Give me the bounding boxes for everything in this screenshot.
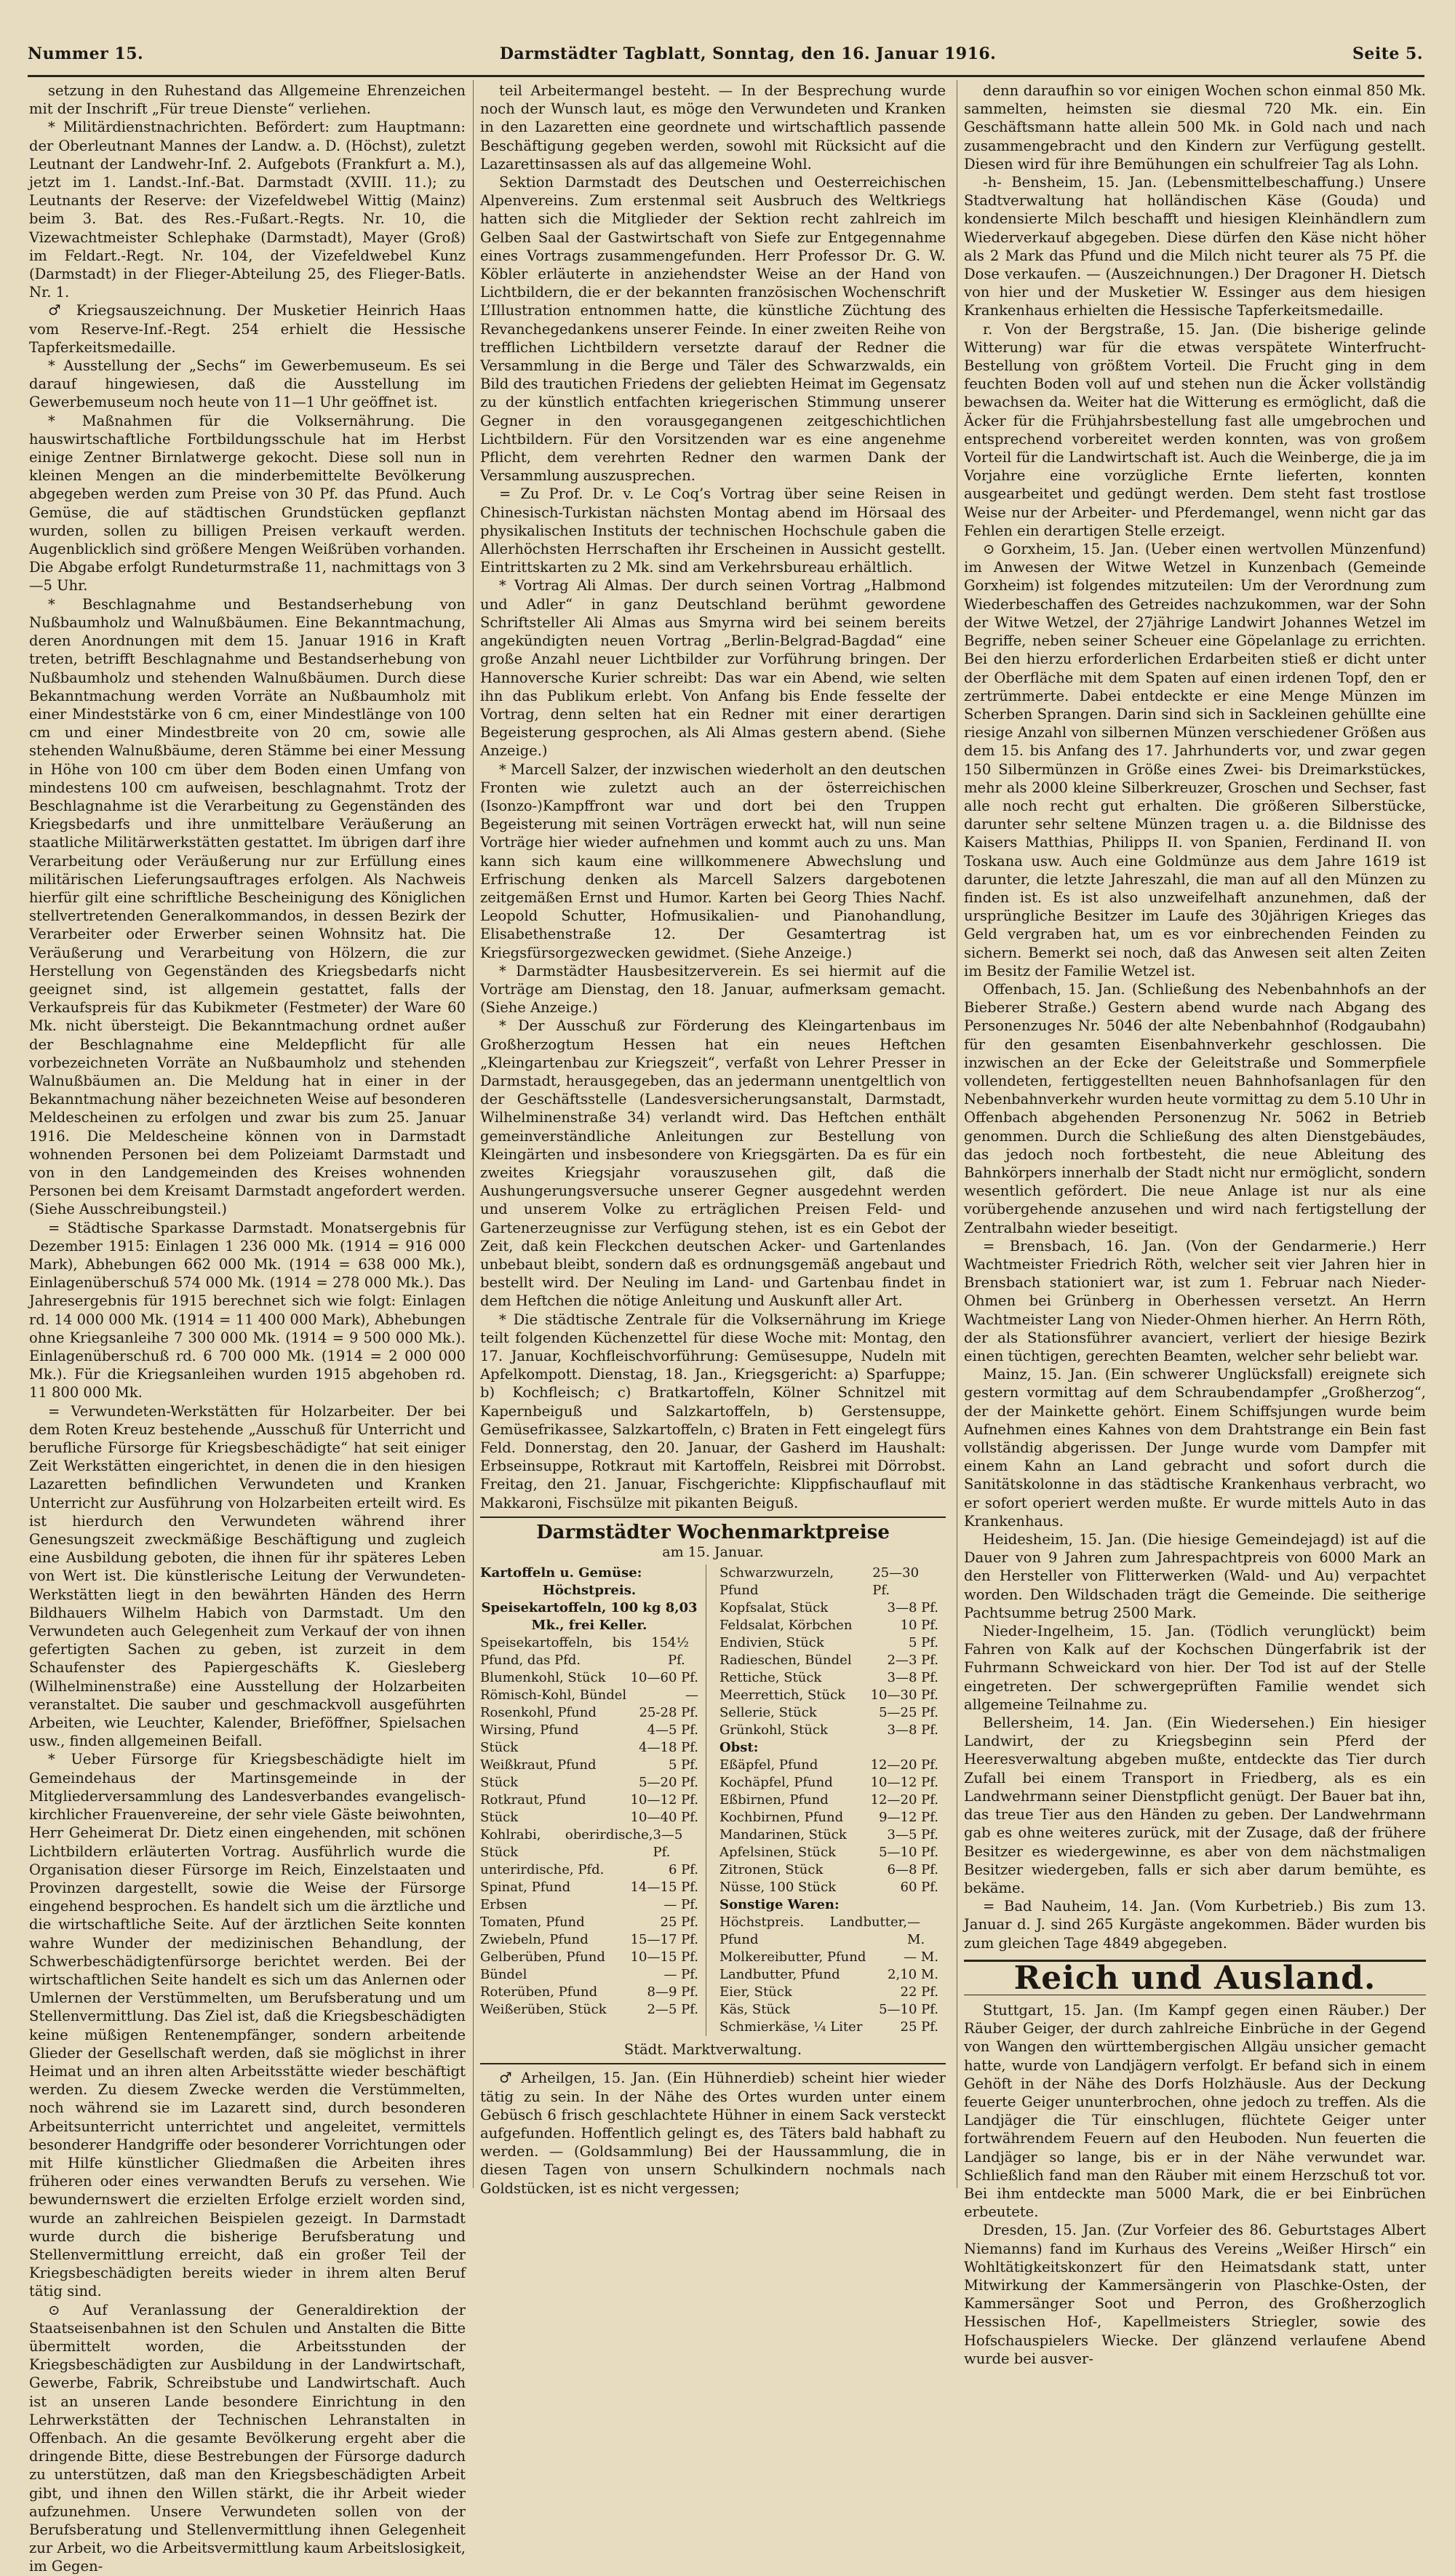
market-item-name: Sellerie, Stück (719, 1705, 817, 1721)
market-item-name: Rotkraut, Pfund (480, 1792, 586, 1808)
market-row (719, 1844, 938, 1861)
market-rule (480, 2063, 946, 2064)
section-heading: Reich und Ausland. (1013, 1959, 1376, 1997)
market-row (480, 1687, 698, 1704)
market-item-price: 5 Pf. (908, 1635, 938, 1651)
article-paragraph: = Bad Nauheim, 14. Jan. (Vom Kurbetrieb.) Bis zum 13. Januar d. J. sind 265 Kurgäste angekommen. Bäder wurden bis zum gleichen Tage 4849 abgegeben. (964, 1898, 1426, 1952)
market-item-name: Stück (480, 1775, 519, 1791)
masthead-title: Darmstädter Tagblatt, Sonntag, den 16. Januar 1916. (499, 44, 997, 63)
market-item-name: Tomaten, Pfund (480, 1915, 585, 1931)
market-item-name: Stück (480, 1810, 519, 1826)
market-item-price: — M. (904, 1949, 938, 1965)
article-paragraph: Stuttgart, 15. Jan. (Im Kampf gegen einen Räuber.) Der Räuber Geiger, der durch zahlreiche Einbrüche in der Gegend von Wangen den württembergischen Allgäu unsicher gemacht hatte, wurde von Landjägern verfolgt. Er befand sich in einem Gehöft in der Nähe des Dorfs Holzhäusle. Aus der Deckung feuerte Geiger ununterbrochen, ohne jedoch zu treffen. Als die Landjäger die Tür einschlugen, flüchtete Geiger unter fortwährendem Feuern auf den Heuboden. Nun feuerten die Landjäger so lange, bis er in der Nähe verwundet war. Schließlich fand man den Räuber mit einem Herzschuß tot vor. Bei ihm entdeckte man 5000 Mark, die er bei Einbrüchen erbeutete. (964, 2001, 1426, 2221)
article-paragraph: setzung in den Ruhestand das Allgemeine Ehrenzeichen mit der Inschrift „Für treue Dienste“ verliehen. (29, 82, 466, 118)
market-footer: Städt. Marktverwaltung. (623, 2041, 802, 2059)
article-paragraph: * Ueber Fürsorge für Kriegsbeschädigte hielt im Gemeindehaus der Martinsgemeinde in der Mitgliederversammlung des Landesverbandes evangelisch-kirchlicher Frauenvereine, der sehr viele Gäste beiwohnten, Herr Geheimerat Dr. Dietz einen eingehenden, mit schönen Lichtbildern erläuterten Vortrag. Ausführlich wurde die Organisation dieser Fürsorge im Reich, Einzelstaaten und Provinzen dargestellt, sowie die Weise der Fürsorge eingehend besprochen. Es handelt sich um die ärztliche und die wirtschaftliche Seite. Auf der ärztlichen Seite konnten wahre Wunder der medizinischen Behandlung, der Schwerbeschädigtenfürsorge berichtet werden. Bei der wirtschaftlichen Seite handelt es sich um das Anlernen oder Umlernen der Verstümmelten, um Berufsberatung und um Stellenvermittlung. Das Ziel ist, daß die Kriegsbeschädigten keine müßigen Rentenempfänger, sondern arbeitende Glieder der Gesellschaft werden, daß sie möglichst in ihrer Heimat und an ihren alten Arbeitsstätte wieder beschäftigt werden. Zu diesem Zwecke werden die Verstümmelten, noch während sie im Lazarett sind, durch besonderen Arbeitsunterricht unterrichtet und angeleitet, vermittels besonderer Handgriffe oder besonderer Vorrichtungen oder mit Hilfe künstlicher Gliedmaßen die Arbeiten ihres früheren oder eines verwandten Berufs zu versehen. Wie bewundernswert die erzielten Erfolge erzielt worden sind, wurde an zahlreichen Beispielen gezeigt. In Darmstadt wurde durch die bisherige Berufsberatung und Stellenvermittlung erreicht, daß ein großer Teil der Kriegsbeschädigten bereits wieder in ihrem alten Beruf tätig sind. (29, 1751, 466, 2300)
market-item-price: 22 Pf. (900, 1984, 938, 2000)
market-item-price: 9—12 Pf. (879, 1810, 938, 1826)
market-row (719, 1634, 938, 1652)
market-item-price: 12—20 Pf. (870, 1757, 938, 1773)
article-paragraph: Bellersheim, 14. Jan. (Ein Wiedersehen.) Ein hiesiger Landwirt, der zu Kriegsbeginn sein Pferd der Heeresverwaltung abgeben mußte, entdeckte das Tier durch Zufall bei einem Transport in Friedberg, als es ein Landwehrmann seiner Dienstpflicht genügt. Der Bauer bat ihn, das treue Tier aus den Händen zu geben. Der Landwehrmann gab es ohne weiteres zurück, mit der Zusage, daß der frühere Besitzer es wiedergewinne, es aber von dem nächstmaligen Besitzer wiedergeben, falls er sich aber darum bemühte, es bekäme. (964, 1714, 1426, 1896)
market-item-name: Sonstige Waren: (719, 1897, 840, 1913)
market-item-price: 5—10 Pf. (879, 2002, 938, 2018)
market-row (719, 1565, 938, 1599)
market-item-name: Stück (480, 1740, 519, 1756)
market-row (480, 2001, 698, 2019)
market-rule (480, 1516, 946, 1518)
masthead-rule (28, 75, 1424, 77)
market-item-price: 3—8 Pf. (887, 1600, 938, 1616)
market-row (719, 1809, 938, 1826)
market-item-price: 10—60 Pf. (630, 1670, 698, 1686)
market-item-name: Gelberüben, Pfund (480, 1949, 605, 1965)
market-row (480, 1826, 698, 1861)
market-prices (480, 1521, 946, 2059)
market-item-name: unterirdische, Pfd. (480, 1862, 605, 1878)
market-row (480, 1722, 698, 1739)
market-item-name: Speisekartoffeln, bis 15 Pfund, das Pfd. (480, 1635, 669, 1669)
article-paragraph: Sektion Darmstadt des Deutschen und Oesterreichischen Alpenvereins. Zum erstenmal seit Ausbruch des Weltkriegs hatten sich die Mitglieder der Sektion recht zahlreich im Gelben Saal der Gastwirtschaft von Siefe zur Entgegennahme eines Vortrags zusammengefunden. Herr Professor Dr. G. W. Köbler erläuterte in anziehendster Weise an der Hand von Lichtbildern, die er der bekannten französischen Wochenschrift L’Illustration entnommen hatte, die künstliche Züchtung des Revanchegedankens unserer Feinde. In einer zweiten Reihe von trefflichen Lichtbildern versetzte darauf der Redner die Versammlung in die Berge und Täler des Schwarzwalds, ein Bild des trautichen Friedens der geliebten Heimat im Gegensatz zu der künstlich entfachten kriegerischen Stimmung unserer Gegner in den vorausgegangenen zeitgeschichtlichen Lichtbildern. Für den Vorsitzenden war es eine angenehme Pflicht, dem verehrten Redner den warmen Dank der Versammlung auszusprechen. (480, 174, 946, 485)
market-item-price: — M. (907, 1915, 925, 1948)
market-item-name: Grünkohl, Stück (719, 1722, 828, 1738)
market-row (719, 1774, 938, 1792)
article-paragraph: * Ausstellung der „Sechs“ im Gewerbemuseum. Es sei darauf hingewiesen, daß die Ausstellung im Gewerbemuseum noch heute von 11—1 Uhr geöffnet ist. (29, 357, 466, 411)
market-row (719, 2019, 938, 2036)
article-paragraph: Mainz, 15. Jan. (Ein schwerer Unglücksfall) ereignete sich gestern vormittag auf dem Schraubendampfer „Großherzog“, der der Mainkette gehört. Einem Schiffsjungen wurde beim Aufnehmen eines Kahnes von dem Drahtstrange ein Bein fast vollständig abgerissen. Der Junge wurde vom Dampfer mit einem Kahn an Land gebracht und sofort durch die Sanitätskolonne in das städtische Krankenhaus verbracht, wo er sofort operiert werden mußte. Er wurde mittels Auto in das Krankenhaus. (964, 1366, 1426, 1530)
market-item-name: Obst: (719, 1740, 759, 1756)
market-item-name: Rettiche, Stück (719, 1670, 822, 1686)
article-paragraph: -h- Bensheim, 15. Jan. (Lebensmittelbeschaffung.) Unsere Stadtverwaltung hat holländischen Käse (Gouda) und kondensierte Milch beschafft und hiesigen Kleinhändlern zum Wiederverkauf abgegeben. Diese dürfen den Käse nicht höher als 2 Mark das Pfund und die Milch nicht teurer als 75 Pf. die Dose verkaufen. — (Auszeichnungen.) Der Dragoner H. Dietsch von hier und der Musketier W. Essinger aus dem hiesigen Krankenhaus erhielten die Hessische Tapferkeitsmedaille. (964, 174, 1426, 319)
market-item-price: 8—9 Pf. (647, 1984, 698, 2000)
market-item-price: 2—5 Pf. (647, 2002, 698, 2018)
market-row (480, 1914, 698, 1931)
market-item-name: Weißkraut, Pfund (480, 1757, 597, 1773)
market-row (719, 1669, 938, 1687)
market-item-price: 4—18 Pf. (639, 1740, 698, 1756)
market-item-name: Endivien, Stück (719, 1635, 824, 1651)
article-paragraph: Heidesheim, 15. Jan. (Die hiesige Gemeindejagd) ist auf die Dauer von 9 Jahren zum Jahrespachtpreis von 6000 Mark an den Hersteller von Flitterwerken (Wald- und Au) verpachtet worden. Den Wildschaden trägt die Gemeinde. Die seitherige Pachtsumme betrug 2500 Mark. (964, 1531, 1426, 1621)
market-row (719, 1826, 938, 1844)
market-item-name: Rosenkohl, Pfund (480, 1705, 597, 1721)
market-item-price: 5—25 Pf. (879, 1705, 938, 1721)
section-heading-box (964, 1960, 1426, 1995)
market-item-name: Schmierkäse, ¼ Liter (719, 2019, 863, 2035)
article-paragraph: ♂ Kriegsauszeichnung. Der Musketier Heinrich Haas vom Reserve-Inf.-Regt. 254 erhielt die Hessische Tapferkeitsmedaille. (29, 302, 466, 356)
article-paragraph: * Marcell Salzer, der inzwischen wiederholt an den deutschen Fronten wie zuletzt auch an der österreichischen (Isonzo-)Kampffront war und dort bei den Truppen Begeisterung mit seinen Vorträgen erweckt hat, will nun seine Vorträge hier wieder aufnehmen und kommt auch zu uns. Man kann sich kaum eine willkommenere Abwechslung und Erfrischung denken als Marcell Salzers dargebotenen zeitgemäßen Ernst und Humor. Karten bei Georg Thies Nachf. Leopold Schutter, Hofmusikalien- und Pianohandlung, Elisabethenstraße 12. Der Gesamtertrag ist Kriegsfürsorgezwecken gewidmet. (Siehe Anzeige.) (480, 760, 946, 961)
article-paragraph: * Vortrag Ali Almas. Der durch seinen Vortrag „Halbmond und Adler“ in ganz Deutschland berühmt gewordene Schriftsteller Ali Almas aus Smyrna wird bei seinem bereits angekündigten neuen Vortrag „Berlin-Belgrad-Bagdad“ eine große Anzahl neuer Lichtbilder zur Vorführung bringen. Der Hannoversche Kurier schreibt: Das war ein Abend, wie selten ihn das Publikum erlebt. Von Anfang bis Ende fesselte der Vortrag, denn selten hat ein Redner mit einer derartigen Begeisterung gesprochen, als Ali Almas gestern abend. (Siehe Anzeige.) (480, 577, 946, 760)
market-item-price: 10—15 Pf. (630, 1949, 698, 1965)
market-row (480, 1861, 698, 1879)
article-paragraph: = Brensbach, 16. Jan. (Von der Gendarmerie.) Herr Wachtmeister Friedrich Röth, welcher seit vier Jahren hier in Brensbach stationiert war, ist zum 1. Februar nach Nieder-Ohmen bei Grünberg in Oberhessen versetzt. An Herrn Wachtmeister Lang von Nieder-Ohmen hierher. An Herrn Röth, der als Stationsführer avanciert, verliert der hiesige Bezirk einen tüchtigen, gerechten Beamten, welcher sehr beliebt war. (964, 1237, 1426, 1365)
market-row (480, 1704, 698, 1722)
market-item-name: Kochbirnen, Pfund (719, 1810, 844, 1826)
market-item-name: Eier, Stück (719, 1984, 792, 2000)
market-row (480, 1774, 698, 1792)
market-item-price: 6 Pf. (668, 1862, 698, 1878)
article-paragraph: denn daraufhin so vor einigen Wochen schon einmal 850 Mk. sammelten, heimsten sie diesmal 720 Mk. ein. Ein Geschäftsmann hatte allein 500 Mk. in Gold nach und nach zusammengebracht und den Kindern zur Verfügung gestellt. Diesen wird für ihre Bemühungen ein schulfreier Tag als Lohn. (964, 82, 1426, 172)
market-item-name: Erbsen (480, 1897, 527, 1913)
market-item-name: Meerrettich, Stück (719, 1687, 846, 1704)
market-item-price: 4½ Pf. (668, 1635, 689, 1669)
column-2 (480, 82, 946, 2197)
market-item-name: Zitronen, Stück (719, 1862, 824, 1878)
market-title: Darmstädter Wochenmarktpreise (536, 1521, 890, 1543)
market-row (480, 1739, 698, 1757)
article-paragraph: r. Von der Bergstraße, 15. Jan. (Die bisherige gelinde Witterung) war für die etwas verspätete Winterfrucht-Bestellung von größtem Vorteil. Die Frucht ging in dem feuchten Boden voll auf und stehen nun die Äcker vollständig bewachsen da. Weiter hat die Witterung es ermöglicht, daß die Äcker für die Frühjahrsbestellung fast alle umgebrochen und entsprechend vorbereitet werden konnten, was von großem Vorteil für die Landwirtschaft ist. Auch die Weinberge, die ja im Vorjahre eine vorzügliche Ernte lieferten, konnten ausgearbeitet und gedüngt werden. Dem steht fast trostlose Weise nur der Arbeiter- und Pferdemangel, wenn nicht gar das Fehlen ein derartigen Stelle erzeigt. (964, 320, 1426, 539)
market-row (719, 2001, 938, 2019)
market-item-price: 25-28 Pf. (639, 1705, 698, 1721)
market-row (719, 1739, 938, 1757)
market-item-price: 10—12 Pf. (630, 1792, 698, 1808)
market-item-price: 25—30 Pf. (872, 1565, 920, 1599)
market-item-price: 5—10 Pf. (879, 1845, 938, 1861)
market-row (719, 1704, 938, 1722)
market-item-name: Eßbirnen, Pfund (719, 1792, 829, 1808)
market-row (719, 1687, 938, 1704)
market-item-name: Spinat, Pfund (480, 1880, 571, 1896)
market-item-price: 2—3 Pf. (887, 1653, 938, 1669)
market-row (480, 1984, 698, 2001)
market-item-name: Römisch-Kohl, Bündel (480, 1687, 627, 1704)
article-paragraph: Dresden, 15. Jan. (Zur Vorfeier des 86. Geburtstages Albert Niemanns) fand im Kurhaus des Vereins „Weißer Hirsch“ ein Wohltätigkeitskonzert für den Heimatsdank statt, unter Mitwirkung der Kammersängerin von Plaschke-Osten, der Kammersänger Soot und Perron, des Großherzoglich Hessischen Hof-, Kapellmeisters Striegler, sowie des Hofschauspielers Wiecke. Der glänzend verlaufene Abend wurde bei ausver- (964, 2222, 1426, 2367)
article-paragraph: = Verwundeten-Werkstätten für Holzarbeiter. Der bei dem Roten Kreuz bestehende „Ausschuß für Unterricht und berufliche Fürsorge für Kriegsbeschädigte“ hat seit einiger Zeit Werkstätten eingerichtet, in denen die in den hiesigen Lazaretten befindlichen Verwundeten und Kranken Unterricht zur Ausführung von Holzarbeiten erteilt wird. Es ist hierdurch den Verwundeten während ihrer Genesungszeit zweckmäßige Beschäftigung und zugleich eine Ausbildung geboten, die ihnen für ihr späteres Leben von Wert ist. Die künstlerische Leitung der Verwundeten-Werkstätten liegt in den bewährten Händen des Herrn Bildhauers Wilhelm Habich von Darmstadt. Um den Verwundeten auch Gelegenheit zum Verkauf der von ihnen gefertigten Sachen zu geben, ist zurzeit in dem Schaufenster des Papiergeschäfts K. Giesleberg (Wilhelminenstraße) eine Ausstellung der Holzarbeiten veranstaltet. Die sauber und geschmackvoll ausgeführten Arbeiten, wie Leuchter, Kalender, Brieföffner, Spielsachen usw., finden allgemeinen Beifall. (29, 1402, 466, 1750)
market-row (719, 1949, 938, 1966)
issue-number: Nummer 15. (28, 44, 144, 63)
market-item-price: 25 Pf. (660, 1915, 698, 1931)
market-item-price: 3—8 Pf. (887, 1670, 938, 1686)
market-item-price: 10—40 Pf. (630, 1810, 698, 1826)
article-paragraph: * Der Ausschuß zur Förderung des Kleingartenbaus im Großherzogtum Hessen hat ein neues Heftchen „Kleingartenbau zur Kriegszeit“, verfaßt von Lehrer Presser in Darmstadt, herausgegeben, das an jedermann unentgeltlich von der Geschäftsstelle (Landesversicherungsanstalt, Darmstadt, Wilhelminenstraße 34) verlandt wird. Das Heftchen enthält gemeinverständliche Anleitungen zur Bestellung von Kleingärten und insbesondere von Kriegsgärten. Da es für ein zweites Kriegsjahr vorauszusehen gilt, daß die Aushungerungsversuche unserer Gegner ausgedehnt werden und unserem Volke zu erträglichen Preisen Feld- und Gartenerzeugnisse zur Verfügung stehen, ist es ein Gebot der Zeit, daß kein Fleckchen deutschen Acker- und Gartenlandes unbebaut bleibt, sondern daß es ordnungsgemäß angebaut und bestellt wird. Der Neuling im Land- und Gartenbau findet in dem Heftchen die nötige Anleitung und Auskunft aller Art. (480, 1017, 946, 1310)
market-row (480, 1809, 698, 1826)
market-item-price: 5 Pf. (668, 1757, 698, 1773)
market-row (719, 1652, 938, 1669)
market-item-name: Landbutter, Pfund (719, 1967, 840, 1983)
page-number: Seite 5. (1352, 44, 1423, 63)
article-paragraph: Nieder-Ingelheim, 15. Jan. (Tödlich verunglückt) beim Fahren von Kalk auf der Kochschen Düngerfabrik ist der Fuhrmann Schweickard von hier. Der Tod ist auf der Stelle eingetreten. Der schwergeprüften Familie wendet sich allgemeine Teilnahme zu. (964, 1623, 1426, 1713)
market-row (719, 1722, 938, 1739)
market-item-name: Kopfsalat, Stück (719, 1600, 829, 1616)
market-row (480, 1792, 698, 1809)
market-row (480, 1966, 698, 1984)
market-item-name: Eßäpfel, Pfund (719, 1757, 818, 1773)
market-item-price: — (685, 1687, 698, 1704)
market-item-price: 25 Pf. (900, 2019, 938, 2035)
market-item-name: Radieschen, Bündel (719, 1653, 852, 1669)
market-row (480, 1565, 698, 1582)
market-item-price: 3—5 Pf. (887, 1827, 938, 1843)
article-paragraph: teil Arbeitermangel besteht. — In der Besprechung wurde noch der Wunsch laut, es möge den Verwundeten und Kranken in den Lazaretten eine geordnete und wirtschaftlich passende Beschäftigung gegeben werden, sowohl mit Rücksicht auf die Lazarettinsassen als auf das allgemeine Wohl. (480, 82, 946, 172)
column-divider (473, 80, 474, 2188)
market-row (480, 1949, 698, 1966)
market-item-name: Blumenkohl, Stück (480, 1670, 606, 1686)
market-row (719, 1879, 938, 1896)
masthead (28, 35, 1423, 73)
article-paragraph: ⊙ Gorxheim, 15. Jan. (Ueber einen wertvollen Münzenfund) im Anwesen der Witwe Wetzel in Kunzenbach (Gemeinde Gorxheim) ist folgendes mitzuteilen: Um der Verordnung zum Wiederbeschaffen des Getreides nachzukommen, war der Sohn der Witwe Wetzel, der 27jährige Landwirt Johannes Wetzel im Begriffe, neben seiner Scheuer eine Göpelanlage zu errichten. Bei den hierzu erforderlichen Erdarbeiten stieß er dicht unter der Oberfläche mit dem Spaten auf einen irdenen Topf, den er zertrümmerte. Dabei entdeckte er eine Menge Münzen im Scherben Sprangen. Darin sind sich in Sackleinen gehüllte eine riesige Anzahl von silbernen Münzen verschiedener Größen aus dem 15. bis Anfang des 17. Jahrhunderts vor, und zwar gegen 150 Silbermünzen in Größe eines Zwei- bis Dreimarkstückes, mehr als 2000 kleine Silberkreuzer, Groschen und Sechser, fast alle noch recht gut erhalten. Die größeren Silberstücke, darunter sehr seltene Münzen tragen u. a. die Bildnisse des Kaisers Matthias, Philipps II. von Spanien, Ferdinand II. von Toskana usw. Auch eine Goldmünze aus dem Jahre 1619 ist darunter, die letzte Jahreszahl, die man auf all den Münzen zu finden ist. Es ist also unzweifelhaft anzunehmen, daß der ursprüngliche Besitzer im Laufe des 30jährigen Krieges das Geld vergraben hat, um es vor einbrechenden Feinden zu sichern. Bemerkt sei noch, daß das Anwesen seit alten Zeiten im Besitz der Familie Wetzel ist. (964, 541, 1426, 979)
market-item-price: 12—20 Pf. (870, 1792, 938, 1808)
market-row (480, 1896, 698, 1914)
market-item-name: Wirsing, Pfund (480, 1722, 579, 1738)
market-item-name: Kohlrabi, oberirdische, Stück (480, 1827, 653, 1861)
market-item-price: 14—15 Pf. (630, 1880, 698, 1896)
market-item-name: Weißerüben, Stück (480, 2002, 607, 2018)
market-row (480, 1669, 698, 1687)
market-item-price: 3—8 Pf. (887, 1722, 938, 1738)
market-row (480, 1757, 698, 1774)
market-item-name: Apfelsinen, Stück (719, 1845, 837, 1861)
market-item-name: Roterüben, Pfund (480, 1984, 598, 2000)
market-item-name: Höchstpreis. Landbutter, Pfund (719, 1915, 908, 1948)
market-table (480, 1565, 946, 2036)
market-row (480, 1634, 698, 1669)
market-row (719, 1914, 938, 1949)
market-row (719, 1792, 938, 1809)
market-item-price: 2,10 M. (888, 1967, 938, 1983)
article-paragraph: * Darmstädter Hausbesitzerverein. Es sei hiermit auf die Vorträge am Dienstag, den 18. Januar, aufmerksam gemacht. (Siehe Anzeige.) (480, 962, 946, 1017)
market-item-name: Kartoffeln u. Gemüse: (480, 1565, 642, 1581)
market-row (719, 1757, 938, 1774)
article-paragraph: ♂ Arheilgen, 15. Jan. (Ein Hühnerdieb) scheint hier wieder tätig zu sein. In der Nähe des Ortes wurden unter einem Gebüsch 6 frisch geschlachtete Hühner in einem Sack versteckt aufgefunden. Hoffentlich gelingt es, des Täters bald habhaft zu werden. — (Goldsammlung) Bei der Haussammlung, die in diesen Tagen von unsern Schulkindern nochmals nach Goldstücken, ist es nicht vergessen; (480, 2070, 946, 2197)
article-paragraph: ⊙ Auf Veranlassung der Generaldirektion der Staatseisenbahnen ist den Schulen und Anstalten die Bitte übermittelt worden, die Arbeitsstunden der Kriegsbeschädigten zur Ausbildung in der Landwirtschaft, Gewerbe, Fabrik, Schreibstube und Landwirtschaft. Auch ist an unseren Lande besondere Einrichtung in den Lehrwerkstätten der Technischen Lehranstalten in Offenbach. An die gesamte Bevölkerung ergeht aber die dringende Bitte, diese Bestrebungen der Fürsorge dadurch zu unterstützen, daß man den Kriegsbeschädigten Arbeit gibt, und ihnen den Willen stärkt, die ihr Arbeit wieder aufzunehmen. Unsere Verwundeten sollen von der Berufsberatung und Stellenvermittlung ihnen Gelegenheit zur Arbeit, wo die Arbeitsvermittlung kaum Arbeitslosigkeit, im Gegen- (29, 2301, 466, 2575)
market-column-right (719, 1565, 946, 2036)
column-1 (29, 82, 466, 2575)
article-paragraph: = Zu Prof. Dr. v. Le Coq’s Vortrag über seine Reisen in Chinesisch-Turkistan nächsten Montag abend im Hörsaal des physikalischen Instituts der technischen Hochschule gaben die Allerhöchsten Herrschaften ihr Erscheinen in Aussicht gestellt. Eintrittskarten zu 2 Mk. sind am Verkehrsbureau erhältlich. (480, 485, 946, 576)
market-item-price: 3—5 Pf. (653, 1827, 683, 1861)
market-item-name: Nüsse, 100 Stück (719, 1880, 837, 1896)
market-row (719, 1984, 938, 2001)
market-item-name: Mandarinen, Stück (719, 1827, 847, 1843)
market-column-left (480, 1565, 706, 2036)
article-paragraph: = Städtische Sparkasse Darmstadt. Monatsergebnis für Dezember 1915: Einlagen 1 236 000 Mk. (1914 = 916 000 Mark), Abhebungen 662 000 Mk. (1914 = 638 000 Mk.), Einlagenüberschuß 574 000 Mk. (1914 = 278 000 Mk.). Das Jahresergebnis für 1915 berechnet sich wie folgt: Einlagen rd. 14 000 000 Mk. (1914 = 11 400 000 Mark), Abhebungen ohne Kriegsanleihe 7 300 000 Mk. (1914 = 9 500 000 Mk.). Einlagenüberschuß rd. 6 700 000 Mk. (1914 = 2 000 000 Mk.). Für die Kriegsanleihen wurden 1915 abgehoben rd. 11 800 000 Mk. (29, 1219, 466, 1402)
market-item-price: 15—17 Pf. (630, 1932, 698, 1948)
market-item-name: Bündel (480, 1967, 527, 1983)
market-row (719, 1617, 938, 1634)
market-row (480, 1931, 698, 1949)
market-item-price: 6—8 Pf. (887, 1862, 938, 1878)
market-row (480, 1582, 698, 1634)
market-row (480, 1879, 698, 1896)
market-item-name: Kochäpfel, Pfund (719, 1775, 833, 1791)
article-paragraph: * Die städtische Zentrale für die Volksernährung im Kriege teilt folgenden Küchenzettel für diese Woche mit: Montag, den 17. Januar, Kochfleischvorführung: Gemüsesuppe, Nudeln mit Apfelkompott. Dienstag, 18. Jan., Kriegsgericht: a) Sparfuppe; b) Kochfleisch; c) Bratkartoffeln, Kölner Schnitzel mit Kapernbeiguß und Salzkartoffeln, b) Gerstensuppe, Gemüsefrikassee, Salzkartoffeln, c) Braten in Fett eingelegt fürs Feld. Donnerstag, den 20. Januar, der Gasherd im Haushalt: Erbseinsuppe, Rotkraut mit Kartoffeln, Reisbrei mit Dörrobst. Freitag, den 21. Januar, Fischgerichte: Klippfischauflauf mit Makkaroni, Fischsülze mit pikanten Beiguß. (480, 1311, 946, 1511)
market-row (719, 1966, 938, 1984)
market-item-price: 5—20 Pf. (639, 1775, 698, 1791)
market-row (719, 1599, 938, 1617)
column-3 (964, 82, 1426, 2367)
market-item-price: 10 Pf. (900, 1618, 938, 1634)
article-paragraph: Offenbach, 15. Jan. (Schließung des Nebenbahnhofs an der Bieberer Straße.) Gestern abend wurde nach Abgang des Personenzuges Nr. 5046 der alte Nebenbahnhof (Rodgaubahn) für den gesamten Eisenbahnverkehr geschlossen. Die inzwischen an der Ecke der Geleitstraße und Sommerpfiele vollendeten, fertiggestellten neuen Bahnhofsanlagen für den Nebenbahnverkehr wurden heute vormittag zu dem 5.10 Uhr in Offenbach abgehenden Personenzug Nr. 5062 in Betrieb genommen. Durch die Schließung des alten Dienstgebäudes, das jedoch noch fortbesteht, die neue Ableitung des Bahnkörpers innerhalb der Stadt nicht nur ermöglicht, sondern wesentlich gefördert. Die neue Anlage ist nur als eine vorübergehende anzusehen und wird nach fertigstellung der Zentralbahn wieder beseitigt. (964, 980, 1426, 1236)
market-row (719, 1896, 938, 1914)
article-paragraph: * Militärdienstnachrichten. Befördert: zum Hauptmann: der Oberleutnant Mannes der Landw. a. D. (Höchst), zuletzt Leutnant der Landwehr-Inf. 2. Aufgebots (Frankfurt a. M.), jetzt im 1. Landst.-Inf.-Bat. Darmstadt (XVIII. 11.); zu Leutnants der Reserve: der Vizefeldwebel Wittig (Mainz) beim 3. Bat. des Res.-Fußart.-Regts. Nr. 10, die Vizewachtmeister Schlephake (Darmstadt), Mayer (Groß) im Feldart.-Regt. Nr. 104, der Vizefeldwebel Kunz (Darmstadt) in der Flieger-Abteilung 25, des Flieger-Batls. Nr. 1. (29, 119, 466, 301)
market-item-name: Molkereibutter, Pfund (719, 1949, 866, 1965)
market-item-price: — Pf. (663, 1897, 698, 1913)
market-item-name: Feldsalat, Körbchen (719, 1618, 853, 1634)
market-item-price: 4—5 Pf. (647, 1722, 698, 1738)
market-subtitle: am 15. Januar. (662, 1544, 764, 1561)
market-item-price: — Pf. (663, 1967, 698, 1983)
market-item-price: 10—30 Pf. (870, 1687, 938, 1704)
market-item-name: Käs, Stück (719, 2002, 791, 2018)
market-item-name: Schwarzwurzeln, Pfund (719, 1565, 834, 1599)
market-row (719, 1861, 938, 1879)
market-item-name: Zwiebeln, Pfund (480, 1932, 589, 1948)
article-paragraph: * Beschlagnahme und Bestandserhebung von Nußbaumholz und Walnußbäumen. Eine Bekanntmachung, deren Anordnungen mit dem 15. Januar 1916 in Kraft treten, betrifft Beschlagnahme und Bestandserhebung von Nußbaumholz und stehenden Walnußbäumen. Durch diese Bekanntmachung werden Vorräte an Nußbaumholz mit einer Mindeststärke von 6 cm, einer Mindestlänge von 100 cm und einer Mindestbreite von 20 cm, sowie alle stehenden Walnußbäume, deren Stämme bei einer Messung in Höhe von 100 cm über dem Boden einen Umfang von mindestens 100 cm aufweisen, beschlagnahmt. Trotz der Beschlagnahme ist die Verarbeitung zu Gegenständen des Kriegsbedarfs und ihre unmittelbare Veräußerung an staatliche Militärwerkstätten gestattet. Im übrigen darf ihre Verarbeitung oder Veräußerung nur zur Erfüllung eines militärischen Lieferungsauftrages erfolgen. Als Nachweis hierfür gilt eine schriftliche Bescheinigung des Königlichen stellvertretenden Generalkommandos, in dessen Bezirk der Verarbeiter oder Erwerber seinen Wohnsitz hat. Die Veräußerung und Verarbeitung von Hölzern, die zur Herstellung von Gegenständen des Kriegsbedarfs nicht geeignet sind, ist allgemein gestattet, falls der Verkaufspreis für das Kubikmeter (Festmeter) der Ware 60 Mk. nicht übersteigt. Die Bekanntmachung ordnet außer der Beschlagnahme eine Meldepflicht für alle vorbezeichneten Vorräte an Nußbaumholz und stehenden Walnußbäumen an. Die Meldung hat in einer in der Bekanntmachung näher bezeichneten Weise auf besonderen Meldescheinen zu erfolgen und zwar bis zum 25. Januar 1916. Die Meldescheine können von in Darmstadt wohnenden Personen bei dem Polizeiamt Darmstadt und von in den Landgemeinden des Kreises wohnenden Personen bei dem Kreisamt Darmstadt angefordert werden. (Siehe Ausschreibungsteil.) (29, 595, 466, 1218)
article-paragraph: * Maßnahmen für die Volksernährung. Die hauswirtschaftliche Fortbildungsschule hat im Herbst einige Zentner Birnlatwerge gekocht. Diese soll nun in kleinen Mengen an die minderbemittelte Bevölkerung abgegeben werden zum Preise von 30 Pf. das Pfund. Auch Gemüse, die auf städtischen Grundstücken gepflanzt wurden, sollen zu billigen Preisen verkauft werden. Augenblicklich sind größere Mengen Weißrüben vorhanden. Die Abgabe erfolgt Rundeturmstraße 11, nachmittags von 3—5 Uhr. (29, 412, 466, 595)
market-item-price: 10—12 Pf. (870, 1775, 938, 1791)
market-item-price: 60 Pf. (900, 1880, 938, 1896)
market-item-name: Höchstpreis. Speisekartoffeln, 100 kg 8,03 Mk., frei Keller. (481, 1583, 698, 1634)
